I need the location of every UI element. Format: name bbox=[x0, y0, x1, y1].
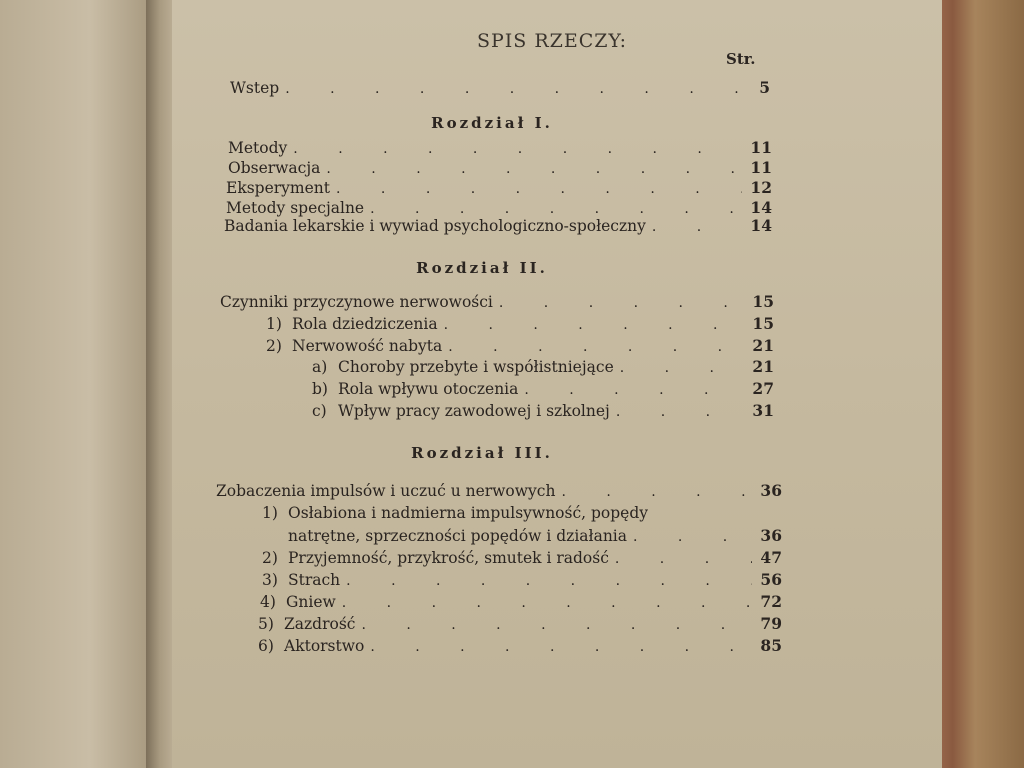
entry-number: 6) bbox=[258, 637, 274, 655]
toc-entry bbox=[262, 570, 782, 591]
entry-page: 21 bbox=[752, 336, 774, 355]
entry-label: Gniew bbox=[286, 593, 336, 611]
entry-label: Eksperyment bbox=[226, 179, 331, 197]
toc-entry bbox=[228, 138, 772, 159]
toc-entry bbox=[312, 401, 774, 422]
entry-page: 12 bbox=[750, 178, 772, 197]
entry-label: Metody bbox=[228, 139, 288, 157]
entry-page: 36 bbox=[760, 481, 782, 500]
toc-entry bbox=[262, 503, 782, 523]
entry-page: 79 bbox=[760, 614, 782, 633]
page-edge bbox=[935, 0, 1024, 768]
entry-label: Metody specjalne bbox=[226, 199, 365, 217]
toc-entry bbox=[312, 357, 774, 378]
entry-label: Zobaczenia impulsów i uczuć u nerwowych bbox=[216, 482, 556, 500]
entry-page: 47 bbox=[760, 548, 782, 567]
toc-entry bbox=[262, 548, 782, 569]
toc-entry bbox=[224, 216, 772, 237]
entry-number: 4) bbox=[260, 593, 276, 611]
entry-number: 2) bbox=[262, 549, 278, 567]
entry-page: 14 bbox=[750, 198, 772, 217]
entry-label: Rola wpływu otoczenia bbox=[338, 380, 519, 398]
toc-entry bbox=[260, 592, 782, 613]
entry-page: 36 bbox=[760, 526, 782, 545]
entry-page: 15 bbox=[752, 314, 774, 333]
entry-label: Czynniki przyczynowe nerwowości bbox=[220, 293, 493, 311]
entry-page: 31 bbox=[752, 401, 774, 420]
toc-entry bbox=[228, 158, 772, 179]
page-column-header: Str. bbox=[726, 50, 756, 68]
entry-page: 11 bbox=[750, 138, 772, 157]
entry-label: Wstep bbox=[230, 79, 280, 97]
toc-title: SPIS RZECZY: bbox=[476, 30, 628, 52]
entry-label: Nerwowość nabyta bbox=[292, 337, 443, 355]
toc-entry bbox=[216, 481, 782, 502]
entry-number: 2) bbox=[266, 337, 282, 355]
entry-label: Osłabiona i nadmierna impulsywność, popędy bbox=[288, 504, 649, 522]
toc-entry bbox=[312, 379, 774, 400]
toc-entry bbox=[258, 636, 782, 657]
toc-entry bbox=[266, 314, 774, 335]
toc-entry-continued bbox=[288, 526, 782, 547]
entry-number: 1) bbox=[262, 504, 278, 522]
entry-page: 5 bbox=[759, 78, 770, 97]
toc-entry bbox=[226, 178, 772, 199]
entry-label: Aktorstwo bbox=[284, 637, 365, 655]
chapter-heading: Rozdział III. bbox=[411, 444, 553, 462]
chapter-heading: Rozdział I. bbox=[431, 114, 553, 132]
book-page bbox=[172, 0, 942, 768]
entry-page: 15 bbox=[752, 292, 774, 311]
chapter-heading: Rozdział II. bbox=[416, 259, 548, 277]
entry-number: 5) bbox=[258, 615, 274, 633]
entry-label: natrętne, sprzeczności popędów i działania bbox=[288, 527, 627, 545]
entry-label: Rola dziedziczenia bbox=[292, 315, 438, 333]
entry-label: Zazdrość bbox=[284, 615, 356, 633]
toc-entry bbox=[230, 78, 770, 99]
entry-number: 3) bbox=[262, 571, 278, 589]
toc-entry bbox=[266, 336, 774, 357]
entry-label: Wpływ pracy zawodowej i szkolnej bbox=[338, 402, 610, 420]
entry-page: 27 bbox=[752, 379, 774, 398]
entry-label: Przyjemność, przykrość, smutek i radość bbox=[288, 549, 609, 567]
entry-label: Badania lekarskie i wywiad psychologiczno-społeczny bbox=[224, 217, 646, 235]
entry-number: b) bbox=[312, 380, 328, 398]
entry-page: 21 bbox=[752, 357, 774, 376]
entry-page: 11 bbox=[750, 158, 772, 177]
entry-label: Obserwacja bbox=[228, 159, 321, 177]
entry-label: Strach bbox=[288, 571, 341, 589]
entry-number: 1) bbox=[266, 315, 282, 333]
toc-entry bbox=[220, 292, 774, 313]
entry-page: 85 bbox=[760, 636, 782, 655]
entry-page: 14 bbox=[750, 216, 772, 235]
toc-entry bbox=[258, 614, 782, 635]
entry-page: 56 bbox=[760, 570, 782, 589]
entry-page: 72 bbox=[760, 592, 782, 611]
left-page bbox=[0, 0, 150, 768]
entry-number: c) bbox=[312, 402, 327, 420]
entry-number: a) bbox=[312, 358, 328, 376]
entry-label: Choroby przebyte i współistniejące bbox=[338, 358, 614, 376]
